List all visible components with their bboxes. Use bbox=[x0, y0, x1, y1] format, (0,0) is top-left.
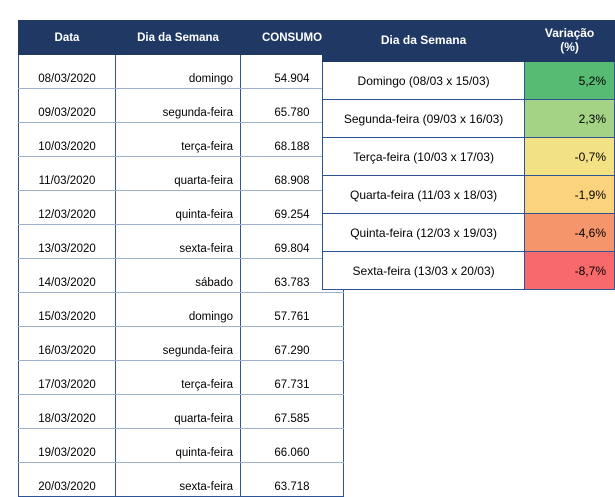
consumption-table bbox=[18, 20, 344, 497]
cell-weekday: quinta-feira bbox=[116, 191, 241, 225]
cell-date: 09/03/2020 bbox=[19, 89, 116, 123]
table-row bbox=[19, 157, 344, 191]
variation-header-line2: (%) bbox=[560, 40, 579, 54]
variation-header-line1: Variação bbox=[544, 26, 595, 41]
cell-variation: -8,7% bbox=[525, 252, 615, 290]
cell-weekday: sexta-feira bbox=[116, 463, 241, 497]
cell-weekday-comparison: Quarta-feira (11/03 x 18/03) bbox=[323, 176, 525, 214]
table-row bbox=[19, 361, 344, 395]
cell-date: 13/03/2020 bbox=[19, 225, 116, 259]
cell-date: 08/03/2020 bbox=[19, 55, 116, 89]
cell-consumption: 54.904 bbox=[241, 55, 344, 89]
table-row bbox=[19, 395, 344, 429]
cell-weekday: segunda-feira bbox=[116, 89, 241, 123]
table-row bbox=[19, 123, 344, 157]
column-header-data: Data bbox=[19, 21, 116, 55]
cell-variation: -4,6% bbox=[525, 214, 615, 252]
cell-date: 14/03/2020 bbox=[19, 259, 116, 293]
table-row bbox=[19, 327, 344, 361]
cell-consumption: 66.060 bbox=[241, 429, 344, 463]
column-header-consumption: CONSUMO bbox=[241, 21, 344, 55]
cell-weekday: terça-feira bbox=[116, 123, 241, 157]
table-row bbox=[19, 463, 344, 497]
cell-consumption: 67.731 bbox=[241, 361, 344, 395]
cell-weekday-comparison: Sexta-feira (13/03 x 20/03) bbox=[323, 252, 525, 290]
cell-weekday: sexta-feira bbox=[116, 225, 241, 259]
cell-weekday: domingo bbox=[116, 55, 241, 89]
table-row bbox=[323, 176, 615, 214]
cell-consumption: 63.718 bbox=[241, 463, 344, 497]
table-row bbox=[19, 293, 344, 327]
cell-weekday: terça-feira bbox=[116, 361, 241, 395]
cell-weekday: segunda-feira bbox=[116, 327, 241, 361]
table-row bbox=[19, 259, 344, 293]
consumption-table-body bbox=[19, 55, 344, 497]
cell-weekday: quarta-feira bbox=[116, 395, 241, 429]
cell-consumption: 67.585 bbox=[241, 395, 344, 429]
table-row bbox=[323, 62, 615, 100]
cell-weekday: domingo bbox=[116, 293, 241, 327]
variation-table bbox=[322, 20, 615, 290]
cell-variation: 5,2% bbox=[525, 62, 615, 100]
cell-date: 19/03/2020 bbox=[19, 429, 116, 463]
cell-consumption: 63.783 bbox=[241, 259, 344, 293]
cell-consumption: 68.908 bbox=[241, 157, 344, 191]
table-row bbox=[323, 138, 615, 176]
cell-consumption: 68.188 bbox=[241, 123, 344, 157]
table-row bbox=[323, 100, 615, 138]
cell-date: 10/03/2020 bbox=[19, 123, 116, 157]
cell-variation: 2,3% bbox=[525, 100, 615, 138]
cell-consumption: 67.290 bbox=[241, 327, 344, 361]
cell-date: 12/03/2020 bbox=[19, 191, 116, 225]
variation-header-row bbox=[323, 21, 615, 62]
cell-date: 16/03/2020 bbox=[19, 327, 116, 361]
cell-date: 15/03/2020 bbox=[19, 293, 116, 327]
variation-table-head bbox=[323, 21, 615, 62]
cell-weekday-comparison: Quinta-feira (12/03 x 19/03) bbox=[323, 214, 525, 252]
variation-table-body bbox=[323, 62, 615, 290]
consumption-table-head bbox=[19, 21, 344, 55]
table-row bbox=[19, 191, 344, 225]
cell-date: 20/03/2020 bbox=[19, 463, 116, 497]
cell-consumption: 69.804 bbox=[241, 225, 344, 259]
cell-date: 17/03/2020 bbox=[19, 361, 116, 395]
table-row bbox=[19, 55, 344, 89]
cell-weekday: quinta-feira bbox=[116, 429, 241, 463]
cell-weekday-comparison: Terça-feira (10/03 x 17/03) bbox=[323, 138, 525, 176]
cell-variation: -1,9% bbox=[525, 176, 615, 214]
consumption-header-row bbox=[19, 21, 344, 55]
cell-consumption: 57.761 bbox=[241, 293, 344, 327]
cell-weekday: quarta-feira bbox=[116, 157, 241, 191]
table-row bbox=[19, 89, 344, 123]
column-header-weekday-comparison: Dia da Semana bbox=[323, 21, 525, 62]
table-row bbox=[19, 225, 344, 259]
table-row bbox=[323, 214, 615, 252]
cell-weekday-comparison: Segunda-feira (09/03 x 16/03) bbox=[323, 100, 525, 138]
table-row bbox=[323, 252, 615, 290]
column-header-weekday: Dia da Semana bbox=[116, 21, 241, 55]
cell-consumption: 69.254 bbox=[241, 191, 344, 225]
cell-date: 18/03/2020 bbox=[19, 395, 116, 429]
table-row bbox=[19, 429, 344, 463]
cell-weekday-comparison: Domingo (08/03 x 15/03) bbox=[323, 62, 525, 100]
cell-variation: -0,7% bbox=[525, 138, 615, 176]
cell-weekday: sábado bbox=[116, 259, 241, 293]
column-header-variation bbox=[525, 21, 615, 62]
cell-consumption: 65.780 bbox=[241, 89, 344, 123]
cell-date: 11/03/2020 bbox=[19, 157, 116, 191]
